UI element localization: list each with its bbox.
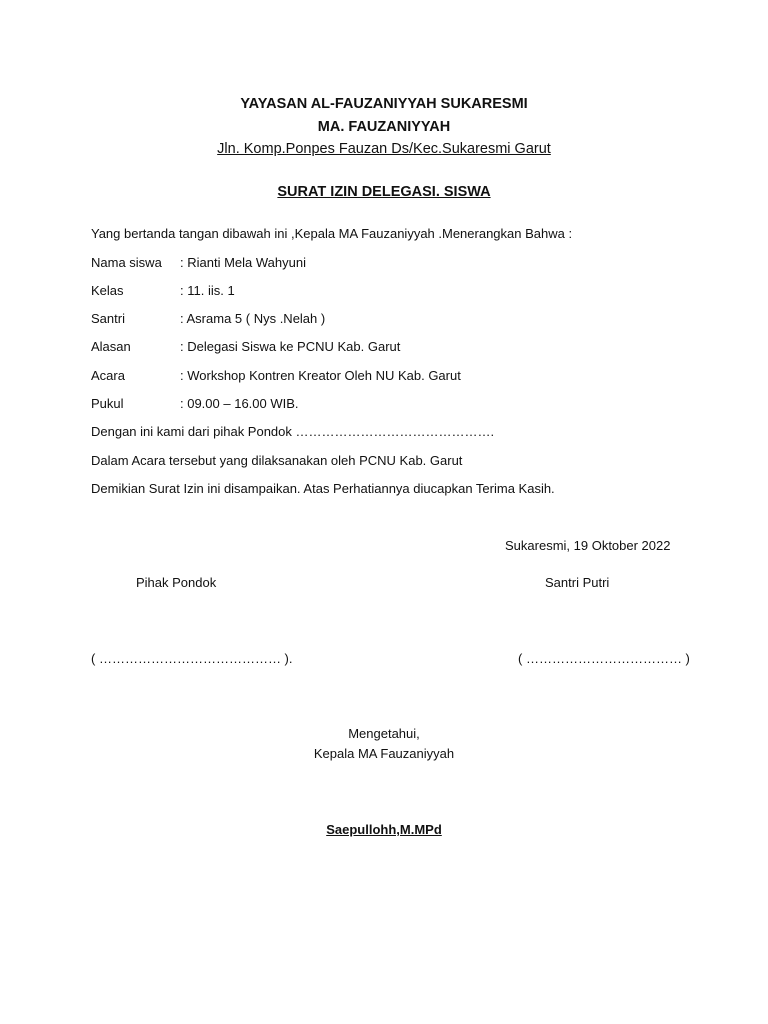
field-value: : Delegasi Siswa ke PCNU Kab. Garut [180, 339, 401, 354]
field-value: : 11. iis. 1 [180, 283, 235, 298]
right-signature-blank: ( ……………………………… ) [518, 651, 690, 666]
foundation-name: YAYASAN AL-FAUZANIYYAH SUKARESMI [240, 96, 528, 112]
field-row [91, 283, 235, 298]
field-label: Santri [91, 311, 125, 326]
field-label: Kelas [91, 283, 124, 298]
field-row [91, 368, 461, 383]
left-signatory-label: Pihak Pondok [136, 575, 217, 590]
paragraph-pondok: Dengan ini kami dari pihak Pondok ………………………………………. [91, 424, 495, 439]
field-label: Alasan [91, 339, 131, 354]
paragraph-event: Dalam Acara tersebut yang dilaksanakan oleh PCNU Kab. Garut [91, 453, 463, 468]
field-row [91, 396, 299, 411]
field-row [91, 255, 306, 270]
school-address: Jln. Komp.Ponpes Fauzan Ds/Kec.Sukaresmi Garut [217, 141, 551, 157]
field-row [91, 311, 325, 326]
paragraph-closing: Demikian Surat Izin ini disampaikan. Atas Perhatiannya diucapkan Terima Kasih. [91, 481, 555, 496]
right-signatory-label: Santri Putri [545, 575, 610, 590]
intro-text: Yang bertanda tangan dibawah ini ,Kepala MA Fauzaniyyah .Menerangkan Bahwa : [91, 226, 573, 241]
field-label: Pukul [91, 396, 124, 411]
left-signature-blank: ( …………………………………… ). [91, 651, 293, 666]
headmaster-position: Kepala MA Fauzaniyyah [313, 746, 455, 761]
field-row [91, 339, 400, 354]
field-label: Acara [91, 368, 125, 383]
acknowledged-label: Mengetahui, [348, 726, 420, 741]
field-label: Nama siswa [91, 255, 162, 270]
field-value: : Workshop Kontren Kreator Oleh NU Kab. Garut [180, 368, 461, 383]
headmaster-name: Saepullohh,M.MPd [326, 822, 442, 837]
field-value: : 09.00 – 16.00 WIB. [180, 396, 299, 411]
place-date: Sukaresmi, 19 Oktober 2022 [505, 538, 671, 553]
letter-title: SURAT IZIN DELEGASI. SISWA [277, 184, 491, 200]
field-value: : Asrama 5 ( Nys .Nelah ) [180, 311, 326, 326]
school-name: MA. FAUZANIYYAH [317, 119, 451, 135]
field-value: : Rianti Mela Wahyuni [180, 255, 306, 270]
